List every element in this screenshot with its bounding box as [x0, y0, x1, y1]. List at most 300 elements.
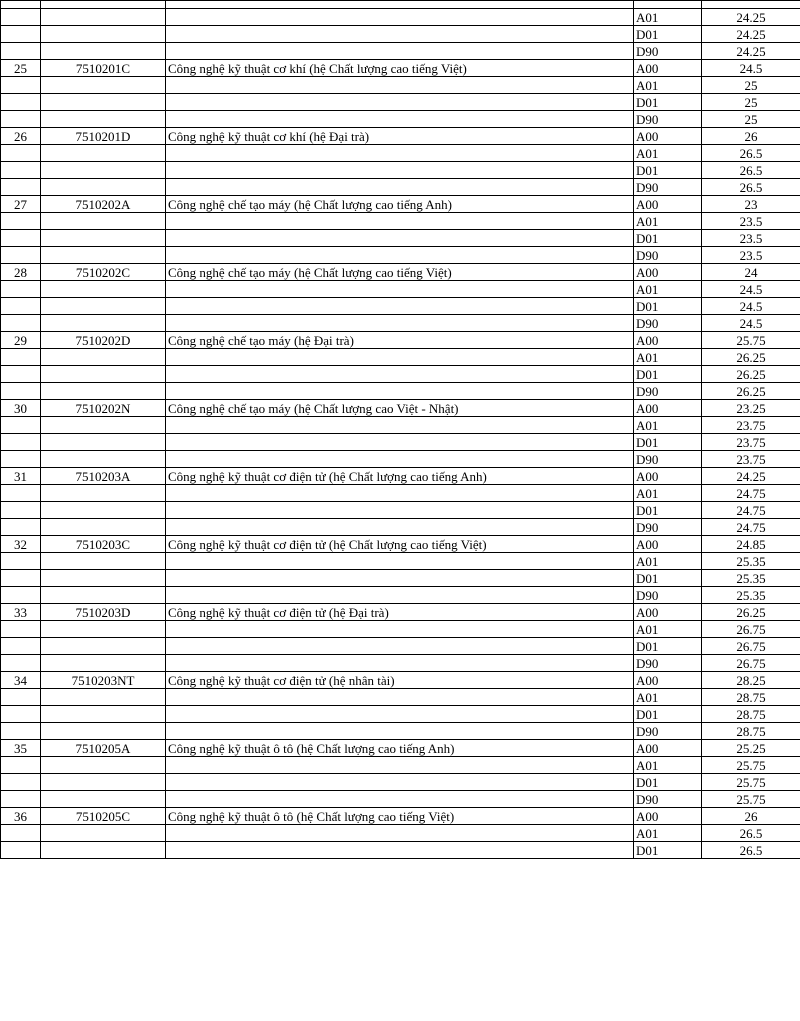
stt-cell [1, 434, 41, 451]
major-name-cell [166, 638, 634, 655]
subject-combination-cell: A00 [634, 536, 702, 553]
score-cell: 23 [702, 196, 800, 213]
table-row [1, 451, 800, 468]
major-code-cell [41, 9, 166, 26]
major-name-cell: Công nghệ kỹ thuật cơ điện tử (hệ Chất lượng cao tiếng Việt) [166, 536, 634, 553]
major-code-cell [41, 213, 166, 230]
score-cell: 28.75 [702, 689, 800, 706]
subject-combination-cell: D01 [634, 706, 702, 723]
stt-cell [1, 315, 41, 332]
table-row [1, 26, 800, 43]
major-name-cell: Công nghệ chế tạo máy (hệ Chất lượng cao tiếng Anh) [166, 196, 634, 213]
subject-combination-cell: D90 [634, 43, 702, 60]
table-row [1, 757, 800, 774]
major-name-cell [166, 434, 634, 451]
major-code-cell [41, 230, 166, 247]
table-row [1, 587, 800, 604]
stt-cell [1, 825, 41, 842]
subject-combination-cell: D90 [634, 111, 702, 128]
score-cell [702, 1, 800, 9]
major-code-cell [41, 655, 166, 672]
score-cell: 23.75 [702, 451, 800, 468]
major-name-cell [166, 451, 634, 468]
major-code-cell [41, 1, 166, 9]
score-cell: 24.25 [702, 43, 800, 60]
major-name-cell [166, 655, 634, 672]
major-code-cell [41, 111, 166, 128]
subject-combination-cell: A01 [634, 485, 702, 502]
major-name-cell [166, 26, 634, 43]
subject-combination-cell: D01 [634, 502, 702, 519]
major-name-cell: Công nghệ kỹ thuật cơ khí (hệ Đại trà) [166, 128, 634, 145]
table-row [1, 808, 800, 825]
score-cell: 25.35 [702, 553, 800, 570]
score-cell: 24.5 [702, 315, 800, 332]
stt-cell [1, 638, 41, 655]
score-cell: 25 [702, 94, 800, 111]
score-cell: 25.75 [702, 774, 800, 791]
major-code-cell [41, 315, 166, 332]
major-code-cell: 7510202N [41, 400, 166, 417]
subject-combination-cell: A00 [634, 468, 702, 485]
table-body [1, 1, 800, 859]
major-code-cell [41, 689, 166, 706]
major-code-cell [41, 94, 166, 111]
stt-cell [1, 655, 41, 672]
major-code-cell [41, 485, 166, 502]
major-code-cell: 7510201D [41, 128, 166, 145]
stt-cell [1, 9, 41, 26]
score-cell: 24 [702, 264, 800, 281]
table-row-cut-top [1, 1, 800, 9]
major-code-cell [41, 723, 166, 740]
major-name-cell [166, 9, 634, 26]
major-code-cell [41, 519, 166, 536]
major-name-cell [166, 383, 634, 400]
major-code-cell: 7510201C [41, 60, 166, 77]
major-name-cell: Công nghệ kỹ thuật cơ điện tử (hệ nhân tài) [166, 672, 634, 689]
subject-combination-cell: A01 [634, 825, 702, 842]
major-code-cell [41, 825, 166, 842]
stt-cell: 25 [1, 60, 41, 77]
score-cell: 25.75 [702, 757, 800, 774]
major-name-cell [166, 519, 634, 536]
major-code-cell [41, 383, 166, 400]
major-name-cell [166, 349, 634, 366]
stt-cell [1, 111, 41, 128]
table-row [1, 298, 800, 315]
major-name-cell [166, 621, 634, 638]
major-code-cell [41, 145, 166, 162]
stt-cell [1, 417, 41, 434]
subject-combination-cell: D90 [634, 723, 702, 740]
table-row [1, 519, 800, 536]
major-name-cell [166, 1, 634, 9]
table-row [1, 417, 800, 434]
major-code-cell: 7510205C [41, 808, 166, 825]
major-code-cell [41, 621, 166, 638]
table-row [1, 570, 800, 587]
major-code-cell: 7510203NT [41, 672, 166, 689]
major-code-cell: 7510202C [41, 264, 166, 281]
subject-combination-cell: D01 [634, 94, 702, 111]
major-name-cell: Công nghệ kỹ thuật ô tô (hệ Chất lượng cao tiếng Anh) [166, 740, 634, 757]
major-code-cell: 7510205A [41, 740, 166, 757]
table-row [1, 655, 800, 672]
subject-combination-cell: A01 [634, 213, 702, 230]
score-cell: 25 [702, 77, 800, 94]
major-code-cell: 7510202A [41, 196, 166, 213]
stt-cell [1, 94, 41, 111]
major-name-cell [166, 417, 634, 434]
major-name-cell [166, 587, 634, 604]
stt-cell [1, 502, 41, 519]
major-code-cell [41, 179, 166, 196]
subject-combination-cell: D90 [634, 383, 702, 400]
score-cell: 26.25 [702, 366, 800, 383]
major-code-cell [41, 349, 166, 366]
table-row [1, 179, 800, 196]
table-row [1, 111, 800, 128]
major-name-cell [166, 570, 634, 587]
subject-combination-cell: A00 [634, 332, 702, 349]
score-cell: 23.5 [702, 230, 800, 247]
stt-cell: 28 [1, 264, 41, 281]
subject-combination-cell: A01 [634, 621, 702, 638]
major-name-cell [166, 179, 634, 196]
score-cell: 25.35 [702, 587, 800, 604]
score-cell: 25 [702, 111, 800, 128]
score-cell: 24.5 [702, 281, 800, 298]
major-name-cell [166, 315, 634, 332]
major-code-cell [41, 434, 166, 451]
score-cell: 26.75 [702, 638, 800, 655]
subject-combination-cell: D01 [634, 366, 702, 383]
subject-combination-cell: A01 [634, 417, 702, 434]
major-code-cell: 7510202D [41, 332, 166, 349]
score-cell: 26.25 [702, 349, 800, 366]
table-row [1, 638, 800, 655]
stt-cell [1, 774, 41, 791]
score-cell: 25.75 [702, 791, 800, 808]
table-row [1, 94, 800, 111]
subject-combination-cell: D90 [634, 655, 702, 672]
stt-cell [1, 281, 41, 298]
major-code-cell [41, 553, 166, 570]
table-row [1, 162, 800, 179]
major-name-cell [166, 689, 634, 706]
major-code-cell [41, 417, 166, 434]
table-row [1, 281, 800, 298]
score-cell: 23.5 [702, 213, 800, 230]
subject-combination-cell: A00 [634, 128, 702, 145]
subject-combination-cell: D90 [634, 247, 702, 264]
major-code-cell [41, 451, 166, 468]
score-cell: 24.25 [702, 468, 800, 485]
score-cell: 25.35 [702, 570, 800, 587]
stt-cell: 27 [1, 196, 41, 213]
stt-cell [1, 247, 41, 264]
stt-cell [1, 689, 41, 706]
subject-combination-cell: D01 [634, 842, 702, 859]
stt-cell [1, 1, 41, 9]
subject-combination-cell: A00 [634, 264, 702, 281]
major-name-cell: Công nghệ kỹ thuật cơ điện tử (hệ Chất lượng cao tiếng Anh) [166, 468, 634, 485]
stt-cell [1, 26, 41, 43]
major-name-cell [166, 825, 634, 842]
table-row [1, 247, 800, 264]
major-code-cell [41, 26, 166, 43]
score-cell: 24.25 [702, 9, 800, 26]
table-row [1, 553, 800, 570]
stt-cell: 35 [1, 740, 41, 757]
score-cell: 23.5 [702, 247, 800, 264]
score-cell: 24.5 [702, 60, 800, 77]
subject-combination-cell: A01 [634, 77, 702, 94]
major-code-cell [41, 502, 166, 519]
table-row [1, 468, 800, 485]
subject-combination-cell: A00 [634, 60, 702, 77]
stt-cell [1, 621, 41, 638]
subject-combination-cell: A00 [634, 740, 702, 757]
stt-cell [1, 349, 41, 366]
subject-combination-cell: A01 [634, 281, 702, 298]
stt-cell [1, 553, 41, 570]
score-cell: 24.5 [702, 298, 800, 315]
major-name-cell [166, 774, 634, 791]
score-cell: 26.25 [702, 383, 800, 400]
stt-cell [1, 519, 41, 536]
major-name-cell [166, 162, 634, 179]
major-name-cell: Công nghệ chế tạo máy (hệ Chất lượng cao Việt - Nhật) [166, 400, 634, 417]
subject-combination-cell: D01 [634, 434, 702, 451]
table-row [1, 400, 800, 417]
major-name-cell [166, 77, 634, 94]
stt-cell: 30 [1, 400, 41, 417]
table-row [1, 740, 800, 757]
major-code-cell [41, 791, 166, 808]
major-code-cell [41, 842, 166, 859]
major-code-cell [41, 77, 166, 94]
stt-cell [1, 213, 41, 230]
major-name-cell [166, 723, 634, 740]
stt-cell: 26 [1, 128, 41, 145]
score-cell: 26.5 [702, 145, 800, 162]
table-row [1, 383, 800, 400]
score-cell: 26 [702, 808, 800, 825]
major-name-cell: Công nghệ kỹ thuật cơ khí (hệ Chất lượng cao tiếng Việt) [166, 60, 634, 77]
stt-cell: 29 [1, 332, 41, 349]
table-row [1, 723, 800, 740]
stt-cell: 36 [1, 808, 41, 825]
score-cell: 23.75 [702, 417, 800, 434]
major-name-cell [166, 145, 634, 162]
subject-combination-cell: D90 [634, 587, 702, 604]
major-name-cell [166, 247, 634, 264]
score-cell: 25.75 [702, 332, 800, 349]
stt-cell: 31 [1, 468, 41, 485]
table-row [1, 774, 800, 791]
major-code-cell [41, 774, 166, 791]
table-row [1, 9, 800, 26]
table-row [1, 196, 800, 213]
score-cell: 26.75 [702, 621, 800, 638]
stt-cell [1, 43, 41, 60]
subject-combination-cell: D01 [634, 638, 702, 655]
subject-combination-cell: A01 [634, 689, 702, 706]
subject-combination-cell: A00 [634, 196, 702, 213]
major-name-cell [166, 213, 634, 230]
major-name-cell [166, 94, 634, 111]
stt-cell: 33 [1, 604, 41, 621]
table-row [1, 706, 800, 723]
major-name-cell [166, 485, 634, 502]
stt-cell [1, 570, 41, 587]
subject-combination-cell: D90 [634, 315, 702, 332]
subject-combination-cell: A00 [634, 400, 702, 417]
major-name-cell: Công nghệ chế tạo máy (hệ Chất lượng cao tiếng Việt) [166, 264, 634, 281]
subject-combination-cell: A00 [634, 808, 702, 825]
stt-cell: 34 [1, 672, 41, 689]
table-row [1, 434, 800, 451]
table-row [1, 213, 800, 230]
table-row [1, 502, 800, 519]
major-code-cell [41, 706, 166, 723]
major-code-cell [41, 247, 166, 264]
major-code-cell: 7510203D [41, 604, 166, 621]
subject-combination-cell: A01 [634, 9, 702, 26]
stt-cell [1, 791, 41, 808]
major-name-cell [166, 553, 634, 570]
subject-combination-cell: A01 [634, 757, 702, 774]
score-cell: 24.75 [702, 502, 800, 519]
subject-combination-cell: D90 [634, 791, 702, 808]
table-row [1, 315, 800, 332]
subject-combination-cell: A01 [634, 145, 702, 162]
stt-cell [1, 230, 41, 247]
score-cell: 28.75 [702, 706, 800, 723]
major-name-cell [166, 842, 634, 859]
stt-cell: 32 [1, 536, 41, 553]
table-row [1, 230, 800, 247]
subject-combination-cell: A01 [634, 349, 702, 366]
major-code-cell [41, 162, 166, 179]
subject-combination-cell: D90 [634, 451, 702, 468]
table-row [1, 366, 800, 383]
major-name-cell [166, 281, 634, 298]
subject-combination-cell [634, 1, 702, 9]
major-name-cell [166, 366, 634, 383]
subject-combination-cell: A01 [634, 553, 702, 570]
major-name-cell [166, 230, 634, 247]
major-code-cell [41, 638, 166, 655]
major-code-cell [41, 366, 166, 383]
score-cell: 26.5 [702, 179, 800, 196]
major-code-cell [41, 43, 166, 60]
major-name-cell: Công nghệ kỹ thuật cơ điện tử (hệ Đại trà) [166, 604, 634, 621]
score-cell: 24.75 [702, 519, 800, 536]
score-cell: 26.25 [702, 604, 800, 621]
major-code-cell [41, 281, 166, 298]
stt-cell [1, 723, 41, 740]
major-name-cell [166, 298, 634, 315]
major-name-cell: Công nghệ chế tạo máy (hệ Đại trà) [166, 332, 634, 349]
major-code-cell: 7510203C [41, 536, 166, 553]
stt-cell [1, 757, 41, 774]
table-row [1, 621, 800, 638]
score-cell: 26.5 [702, 842, 800, 859]
subject-combination-cell: D01 [634, 230, 702, 247]
subject-combination-cell: D90 [634, 519, 702, 536]
subject-combination-cell: A00 [634, 672, 702, 689]
stt-cell [1, 451, 41, 468]
score-cell: 26.5 [702, 162, 800, 179]
major-name-cell [166, 502, 634, 519]
subject-combination-cell: D01 [634, 774, 702, 791]
stt-cell [1, 298, 41, 315]
score-cell: 24.75 [702, 485, 800, 502]
table-row [1, 842, 800, 859]
table-row [1, 264, 800, 281]
score-cell: 26 [702, 128, 800, 145]
score-cell: 28.25 [702, 672, 800, 689]
subject-combination-cell: A00 [634, 604, 702, 621]
major-name-cell [166, 111, 634, 128]
score-cell: 23.25 [702, 400, 800, 417]
subject-combination-cell: D01 [634, 570, 702, 587]
stt-cell [1, 706, 41, 723]
stt-cell [1, 587, 41, 604]
subject-combination-cell: D01 [634, 162, 702, 179]
score-cell: 26.5 [702, 825, 800, 842]
score-cell: 28.75 [702, 723, 800, 740]
major-name-cell [166, 706, 634, 723]
table-row [1, 485, 800, 502]
stt-cell [1, 179, 41, 196]
table-row [1, 791, 800, 808]
score-cell: 25.25 [702, 740, 800, 757]
score-cell: 23.75 [702, 434, 800, 451]
major-code-cell: 7510203A [41, 468, 166, 485]
stt-cell [1, 485, 41, 502]
table-row [1, 77, 800, 94]
score-cell: 24.85 [702, 536, 800, 553]
stt-cell [1, 77, 41, 94]
table-row [1, 145, 800, 162]
major-code-cell [41, 757, 166, 774]
major-name-cell [166, 43, 634, 60]
score-cell: 26.75 [702, 655, 800, 672]
table-row [1, 689, 800, 706]
table-row [1, 825, 800, 842]
table-row [1, 43, 800, 60]
major-code-cell [41, 587, 166, 604]
stt-cell [1, 842, 41, 859]
table-row [1, 604, 800, 621]
table-row [1, 332, 800, 349]
major-name-cell [166, 791, 634, 808]
table-row [1, 672, 800, 689]
stt-cell [1, 383, 41, 400]
score-cell: 24.25 [702, 26, 800, 43]
subject-combination-cell: D90 [634, 179, 702, 196]
stt-cell [1, 162, 41, 179]
major-code-cell [41, 298, 166, 315]
stt-cell [1, 145, 41, 162]
subject-combination-cell: D01 [634, 298, 702, 315]
major-code-cell [41, 570, 166, 587]
table-row [1, 349, 800, 366]
